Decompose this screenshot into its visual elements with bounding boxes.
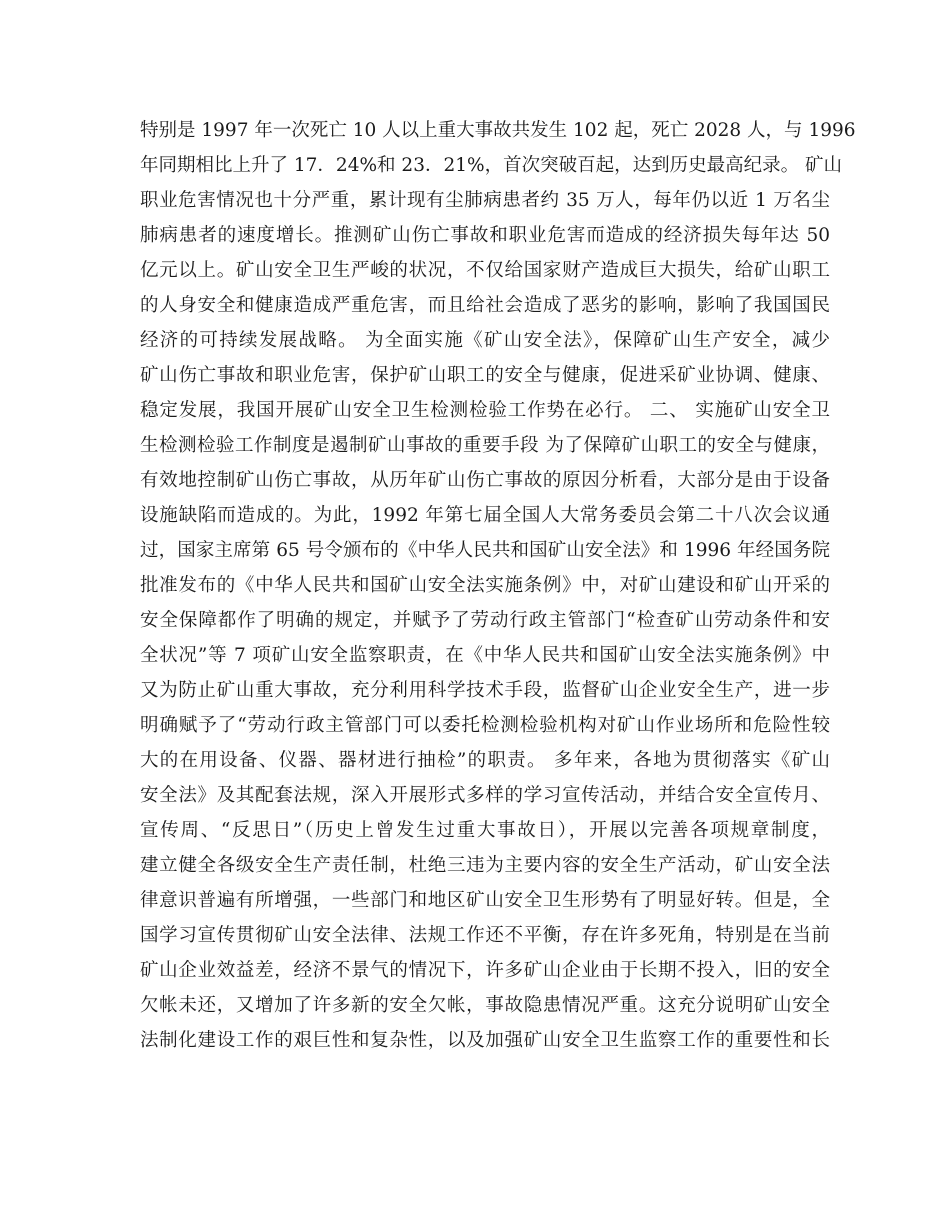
text-line: 有效地控制矿山伤亡事故，从历年矿山伤亡事故的原因分析看，大部分是由于设备 [140, 470, 830, 491]
text-line: 宣传周、“反思日”（历史上曾发生过重大事故日），开展以完善各项规章制度， [140, 820, 830, 841]
text-line: 肺病患者的速度增长。推测矿山伤亡事故和职业危害而造成的经济损失每年达 50 [140, 225, 830, 246]
text-line: 国学习宣传贯彻矿山安全法律、法规工作还不平衡，存在许多死角，特别是在当前 [140, 925, 830, 946]
text-line: 职业危害情况也十分严重，累计现有尘肺病患者约 35 万人，每年仍以近 1 万名尘 [140, 190, 830, 211]
text-line: 大的在用设备、仪器、器材进行抽检”的职责。 多年来，各地为贯彻落实《矿山 [140, 750, 830, 771]
text-line: 全状况”等 7 项矿山安全监察职责，在《中华人民共和国矿山安全法实施条例》中 [140, 645, 830, 666]
text-line: 律意识普遍有所增强，一些部门和地区矿山安全卫生形势有了明显好转。但是，全 [140, 890, 830, 911]
text-line: 矿山企业效益差，经济不景气的情况下，许多矿山企业由于长期不投入，旧的安全 [140, 960, 830, 981]
text-line: 法制化建设工作的艰巨性和复杂性，以及加强矿山安全卫生监察工作的重要性和长 [140, 1030, 830, 1051]
text-line: 生检测检验工作制度是遏制矿山事故的重要手段 为了保障矿山职工的安全与健康， [140, 435, 830, 456]
body-paragraph [140, 113, 856, 1058]
text-line: 稳定发展，我国开展矿山安全卫生检测检验工作势在必行。 二、 实施矿山安全卫 [140, 400, 830, 421]
text-line: 又为防止矿山重大事故，充分利用科学技术手段，监督矿山企业安全生产，进一步 [140, 680, 830, 701]
text-line: 特别是 1997 年一次死亡 10 人以上重大事故共发生 102 起，死亡 2028 人，与 1996 [140, 120, 856, 141]
text-line: 批准发布的《中华人民共和国矿山安全法实施条例》中，对矿山建设和矿山开采的 [140, 575, 830, 596]
text-line: 亿元以上。矿山安全卫生严峻的状况，不仅给国家财产造成巨大损失，给矿山职工 [140, 260, 830, 281]
text-line: 安全法》及其配套法规，深入开展形式多样的学习宣传活动，并结合安全宣传月、 [140, 785, 830, 806]
text-line: 安全保障都作了明确的规定，并赋予了劳动行政主管部门“检查矿山劳动条件和安 [140, 610, 830, 631]
text-line: 设施缺陷而造成的。为此，1992 年第七届全国人大常务委员会第二十八次会议通 [140, 505, 830, 526]
text-line: 经济的可持续发展战略。 为全面实施《矿山安全法》，保障矿山生产安全，减少 [140, 330, 830, 351]
text-line: 建立健全各级安全生产责任制，杜绝三违为主要内容的安全生产活动，矿山安全法 [140, 855, 830, 876]
text-line: 欠帐未还，又增加了许多新的安全欠帐，事故隐患情况严重。这充分说明矿山安全 [140, 995, 830, 1016]
text-line: 年同期相比上升了 17．24%和 23．21%，首次突破百起，达到历史最高纪录。 矿山 [140, 155, 842, 176]
text-line: 矿山伤亡事故和职业危害，保护矿山职工的安全与健康，促进采矿业协调、健康、 [140, 365, 830, 386]
text-line: 明确赋予了“劳动行政主管部门可以委托检测检验机构对矿山作业场所和危险性较 [140, 715, 830, 736]
text-line: 过，国家主席第 65 号令颁布的《中华人民共和国矿山安全法》和 1996 年经国务院 [140, 540, 830, 561]
text-line: 的人身安全和健康造成严重危害，而且给社会造成了恶劣的影响，影响了我国国民 [140, 295, 830, 316]
